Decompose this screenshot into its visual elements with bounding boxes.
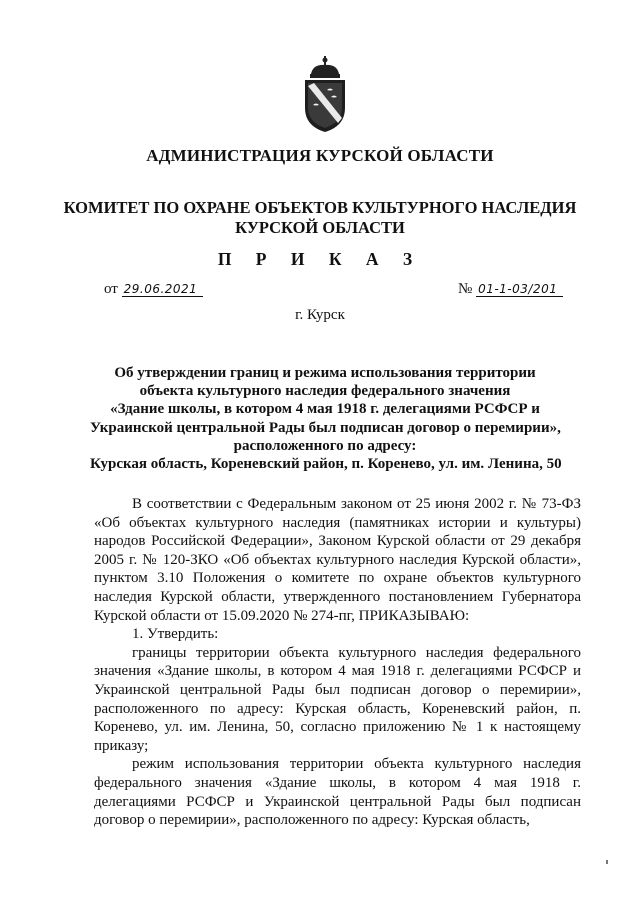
order-number	[458, 281, 563, 298]
subject-line: Курская область, Кореневский район, п. Коренево, ул. им. Ленина, 50	[90, 456, 562, 473]
regime-paragraph: режим использования территории объекта культурного наследия федерального значения «Здание школы, в котором 4 мая 1918 г. делегациями РСФСР и Украинской центральной Рады был подписан договор о перемирии», расположенного по адресу: Курская область,	[94, 756, 581, 829]
coat-of-arms-icon	[297, 56, 353, 134]
subject-line: расположенного по адресу:	[233, 437, 417, 454]
subject-line: Об утверждении границ и режима использования территории	[114, 365, 536, 381]
date-value: 29.06.2021	[122, 282, 204, 297]
order-date	[104, 281, 203, 298]
subject-line: Украинской центральной Рады был подписан договор о перемирии»,	[90, 419, 561, 436]
date-prefix: от	[104, 281, 118, 297]
scan-speck	[606, 860, 608, 864]
subject-line: «Здание школы, в котором 4 мая 1918 г. делегациями РСФСР и	[110, 401, 540, 418]
administration-title: АДМИНИСТРАЦИЯ КУРСКОЙ ОБЛАСТИ	[146, 146, 494, 165]
preamble-paragraph: В соответствии с Федеральным законом от 25 июня 2002 г. № 73-ФЗ «Об объектах культурного наследия (памятниках истории и культуры) народов Российской Федерации», Законом Курской области от 29 декабря 2005 г. № 120-ЗКО «Об объектах культурного наследия Курской области», пунктом 3.10 Положения о комитете по охране объектов культурного наследия Курской области, утвержденного постановлением Губернатора Курской области от 15.09.2020 № 274-пг, ПРИКАЗЫВАЮ:	[94, 496, 581, 624]
number-value: 01-1-03/201	[476, 282, 563, 297]
number-prefix: №	[458, 281, 473, 297]
order-subject	[90, 364, 560, 473]
boundaries-paragraph: границы территории объекта культурного наследия федерального значения «Здание школы, в котором 4 мая 1918 г. делегациями РСФСР и Украинской центральной Рады был подписан договор о перемирии», расположенного по адресу: Курская область, Кореневский район, п. Коренево, ул. им. Ленина, 50, согласно приложению № 1 к настоящему приказу;	[94, 644, 581, 754]
item-1-heading: 1. Утвердить:	[132, 626, 219, 643]
order-body	[94, 495, 581, 830]
committee-title-line-2: КУРСКОЙ ОБЛАСТИ	[235, 218, 405, 237]
committee-title	[40, 198, 600, 238]
committee-title-line-1: КОМИТЕТ ПО ОХРАНЕ ОБЪЕКТОВ КУЛЬТУРНОГО НАСЛЕДИЯ	[63, 198, 577, 217]
city: г. Курск	[295, 307, 345, 323]
subject-line: объекта культурного наследия федерального значения	[139, 383, 511, 400]
document-type-heading: П Р И К А З	[217, 249, 423, 269]
